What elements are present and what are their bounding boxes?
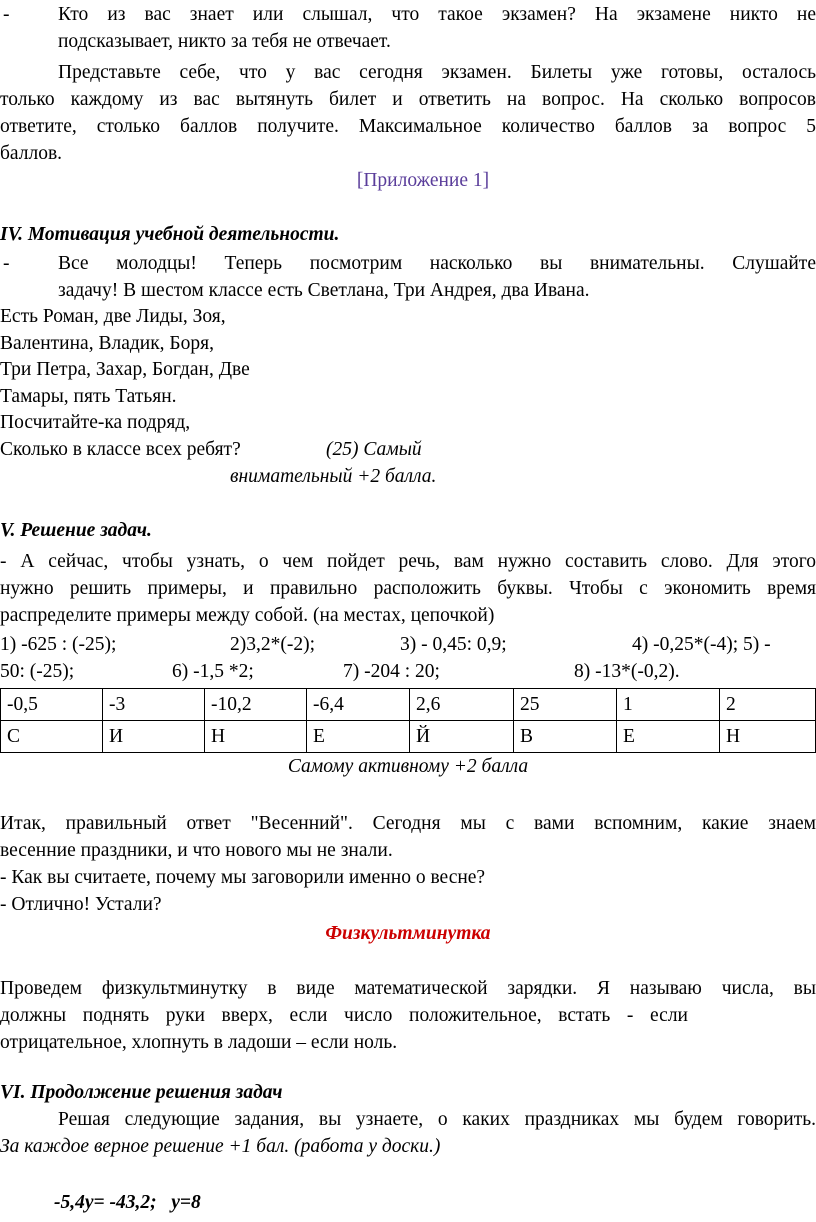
table-cell: Й	[410, 721, 514, 753]
table-cell: -10,2	[205, 689, 307, 721]
answer-table	[0, 688, 816, 753]
question-line-2: - Отлично! Устали?	[0, 894, 162, 915]
example-2: 2)3,2*(-2);	[230, 634, 316, 655]
table-cell: 25	[514, 689, 617, 721]
physical-line-3: отрицательное, хлопнуть в ладоши – если ноль.	[0, 1032, 398, 1053]
section-4-line-1: Все молодцы! Теперь посмотрим насколько вы внимательны. Слушайте	[58, 253, 816, 274]
question-line-1: - Как вы считаете, почему мы заговорили именно о весне?	[0, 867, 486, 888]
table-cell: 2,6	[410, 689, 514, 721]
poem-line-2: Валентина, Владик, Боря,	[0, 333, 214, 354]
answer-line-1: Итак, правильный ответ "Весенний". Сегодня мы с вами вспомним, какие знаем	[0, 813, 816, 834]
table-cell: 2	[720, 689, 816, 721]
poem-reward: внимательный +2 балла.	[230, 466, 437, 487]
table-cell: Е	[307, 721, 410, 753]
equation: -5,4у= -43,2; у=8	[54, 1192, 201, 1213]
section-5-line-2: нужно решить примеры, и правильно расположить буквы. Чтобы с экономить время	[0, 578, 816, 599]
table-reward: Самому активному +2 балла	[287, 756, 529, 777]
poem-line-1: Есть Роман, две Лиды, Зоя,	[0, 306, 226, 327]
poem-line-3: Три Петра, Захар, Богдан, Две	[0, 359, 250, 380]
example-6: 6) -1,5 *2;	[172, 661, 254, 682]
answer-line-2: весенние праздники, и что нового мы не знали.	[0, 840, 393, 861]
section-6-heading: VI. Продолжение решения задач	[0, 1082, 283, 1103]
table-row-numbers	[1, 689, 816, 721]
intro-paragraph-line-4: баллов.	[0, 143, 63, 164]
intro-paragraph-line-2: только каждому из вас вытянуть билет и ответить на вопрос. На сколько вопросов	[0, 89, 816, 110]
poem-last-line: Сколько в классе всех ребят?	[0, 439, 241, 460]
intro-line-1: Кто из вас знает или слышал, что такое экзамен? На экзамене никто не	[58, 4, 816, 25]
table-cell: -6,4	[307, 689, 410, 721]
section-4-heading: IV. Мотивация учебной деятельности.	[0, 224, 340, 245]
table-cell: С	[1, 721, 103, 753]
list-dash: -	[3, 253, 10, 274]
intro-paragraph-line-3: ответите, столько баллов получите. Максимальное количество баллов за вопрос 5	[0, 116, 816, 137]
table-cell: 1	[617, 689, 720, 721]
example-8: 8) -13*(-0,2).	[574, 661, 680, 682]
table-cell: Н	[720, 721, 816, 753]
table-cell: В	[514, 721, 617, 753]
physical-line-2: должны поднять руки вверх, если число положительное, встать - если	[0, 1005, 688, 1026]
table-cell: Е	[617, 721, 720, 753]
section-5-line-3: распределите примеры между собой. (на местах, цепочкой)	[0, 605, 495, 626]
table-cell: -0,5	[1, 689, 103, 721]
example-3: 3) - 0,45: 0,9;	[400, 634, 507, 655]
physical-line-1: Проведем физкультминутку в виде математической зарядки. Я называю числа, вы	[0, 978, 816, 999]
section-6-line-2: За каждое верное решение +1 бал. (работа у доски.)	[0, 1136, 441, 1157]
table-row-letters	[1, 721, 816, 753]
table-cell: И	[103, 721, 205, 753]
section-6-line-1: Решая следующие задания, вы узнаете, о каких праздниках мы будем говорить.	[58, 1109, 816, 1130]
intro-line-2: подсказывает, никто за тебя не отвечает.	[58, 31, 391, 52]
example-4-5: 4) -0,25*(-4); 5) -	[632, 634, 771, 655]
section-4-line-2: задачу! В шестом классе есть Светлана, Три Андрея, два Ивана.	[58, 280, 590, 301]
table-cell: Н	[205, 721, 307, 753]
poem-line-5: Посчитайте-ка подряд,	[0, 412, 191, 433]
poem-line-4: Тамары, пять Татьян.	[0, 386, 177, 407]
example-1: 1) -625 : (-25);	[0, 634, 117, 655]
physical-break-title: Физкультминутка	[325, 923, 491, 944]
table-cell: -3	[103, 689, 205, 721]
poem-answer: (25) Самый	[326, 439, 422, 460]
section-5-heading: V. Решение задач.	[0, 520, 152, 541]
appendix-link[interactable]: [Приложение 1]	[356, 170, 490, 191]
example-5-cont: 50: (-25);	[0, 661, 75, 682]
intro-paragraph-line-1: Представьте себе, что у вас сегодня экзамен. Билеты уже готовы, осталось	[58, 62, 816, 83]
example-7: 7) -204 : 20;	[343, 661, 440, 682]
list-dash: -	[3, 4, 10, 25]
section-5-line-1: - А сейчас, чтобы узнать, о чем пойдет речь, вам нужно составить слово. Для этого	[0, 551, 816, 572]
